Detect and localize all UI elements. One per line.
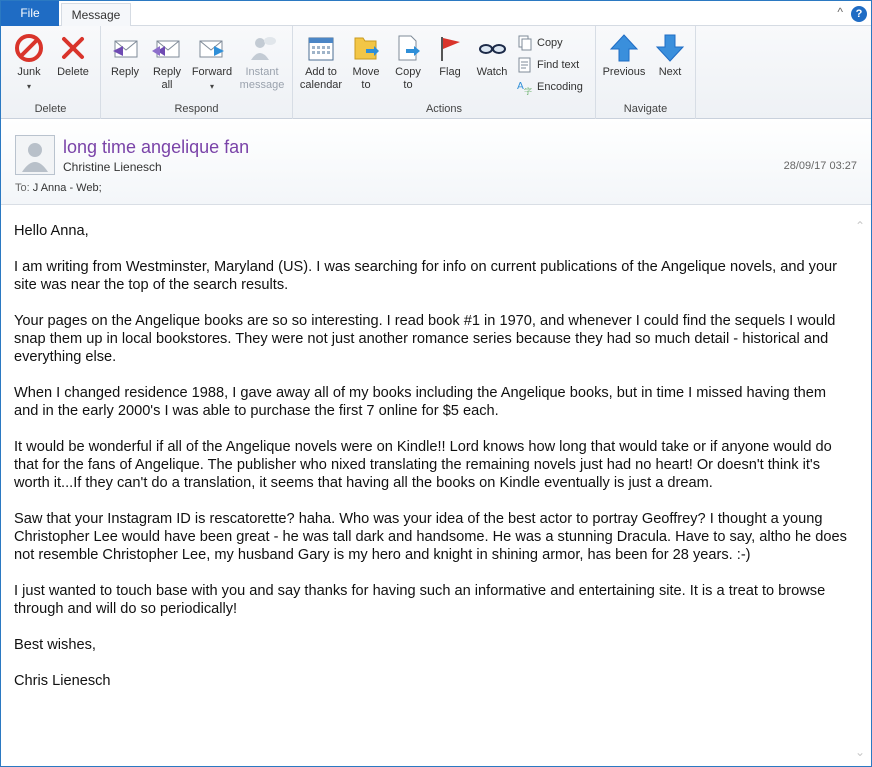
scroll-up-icon[interactable]: ⌃ bbox=[854, 219, 865, 233]
message-date: 28/09/17 03:27 bbox=[783, 160, 857, 172]
reply-all-button[interactable] bbox=[147, 32, 187, 92]
junk-icon bbox=[13, 32, 45, 64]
navigate-group-label: Navigate bbox=[623, 103, 668, 115]
body-paragraph: I just wanted to touch base with you and say thanks for having such an informative and entertaining site. It is a treat to browse through and will do so periodically! bbox=[14, 583, 826, 617]
avatar[interactable] bbox=[15, 135, 55, 175]
reply-label: Reply bbox=[110, 66, 140, 78]
folder-move-icon bbox=[350, 32, 382, 64]
flag-button[interactable] bbox=[431, 32, 469, 79]
reply-icon bbox=[109, 32, 141, 64]
svg-text:字: 字 bbox=[524, 87, 532, 96]
delete-group-label: Delete bbox=[34, 103, 67, 115]
delete-label: Delete bbox=[57, 66, 89, 78]
body-paragraph: Best wishes, bbox=[14, 637, 96, 653]
tab-file[interactable]: File bbox=[1, 1, 59, 26]
to-label: To: bbox=[15, 182, 30, 194]
to-recipient[interactable]: J Anna - Web; bbox=[32, 182, 102, 194]
previous-label: Previous bbox=[602, 66, 646, 78]
copy-to-icon bbox=[392, 32, 424, 64]
next-label: Next bbox=[658, 66, 682, 78]
body-paragraph: Chris Lienesch bbox=[14, 673, 111, 689]
copy-label: Copy bbox=[537, 37, 563, 49]
watch-button[interactable] bbox=[473, 32, 511, 79]
instant-message-label-1: Instant bbox=[245, 66, 279, 78]
tab-message[interactable]: Message bbox=[61, 3, 131, 27]
respond-group-label: Respond bbox=[174, 103, 219, 115]
message-body bbox=[1, 206, 853, 766]
body-paragraph: When I changed residence 1988, I gave away all of my books including the Angelique books, but in time I missed having them and in the early 2000's I was able to purchase the first 7 online for $5 each. bbox=[14, 385, 827, 419]
add-to-calendar-button[interactable] bbox=[297, 32, 345, 92]
next-button[interactable] bbox=[650, 32, 690, 79]
watch-label: Watch bbox=[476, 66, 508, 78]
reply-all-label-1: Reply bbox=[152, 66, 182, 78]
copy-to-label-2: to bbox=[403, 79, 413, 91]
encoding-label: Encoding bbox=[537, 81, 583, 93]
delete-button[interactable] bbox=[53, 32, 93, 79]
junk-label: Junk bbox=[17, 66, 41, 78]
to-line bbox=[15, 182, 102, 194]
copy-to-label-1: Copy bbox=[395, 66, 421, 78]
svg-text:A: A bbox=[517, 81, 524, 93]
encoding-button[interactable] bbox=[517, 78, 583, 98]
copy-button[interactable] bbox=[517, 34, 563, 54]
tab-strip bbox=[1, 1, 871, 26]
forward-label: Forward bbox=[191, 66, 233, 78]
delete-x-icon bbox=[57, 32, 89, 64]
body-paragraph: I am writing from Westminster, Maryland (US). I was searching for info on current publications of the Angelique novels, and your site was near the top of the search results. bbox=[14, 259, 838, 293]
encoding-icon bbox=[517, 79, 533, 95]
message-subject: long time angelique fan bbox=[63, 137, 250, 157]
scroll-down-icon[interactable]: ⌄ bbox=[854, 745, 865, 759]
add-to-calendar-label-2: calendar bbox=[299, 79, 343, 91]
find-text-button[interactable] bbox=[517, 56, 579, 76]
move-to-label-2: to bbox=[361, 79, 371, 91]
forward-dropdown-icon[interactable]: ▾ bbox=[209, 82, 214, 91]
body-paragraph: It would be wonderful if all of the Angelique novels were on Kindle!! Lord knows how long that would take or if anyone would do that for the fans of Angelique. The publisher who nixed translating the remaining novels just had no heart! Or doesn't think it's worth it...If they can't do a translation, it seems that having all the books on Kindle eventually is just a dream. bbox=[14, 439, 832, 491]
help-icon[interactable]: ? bbox=[851, 6, 867, 22]
copy-to-button[interactable] bbox=[389, 32, 427, 92]
junk-button[interactable] bbox=[9, 32, 49, 93]
calendar-icon bbox=[305, 32, 337, 64]
arrow-up-icon bbox=[608, 32, 640, 64]
previous-button[interactable] bbox=[600, 32, 648, 79]
instant-message-label-2: message bbox=[239, 79, 285, 91]
flag-label: Flag bbox=[439, 66, 461, 78]
delete-group bbox=[1, 26, 101, 119]
arrow-down-icon bbox=[654, 32, 686, 64]
reply-all-icon bbox=[151, 32, 183, 64]
junk-dropdown-icon[interactable]: ▾ bbox=[26, 82, 31, 91]
forward-button[interactable] bbox=[189, 32, 235, 93]
reply-all-label-2: all bbox=[161, 79, 173, 91]
body-paragraph: Saw that your Instagram ID is rescatorette? haha. Who was your idea of the best actor to portray Geoffrey? I thought a young Christopher Lee would have been great - he was tall dark and handsome. He was a stunning Dracula. Have to say, altho he does not resemble Christopher Lee, my husband Gary is my hero and knight in shining armor, has been for 28 years. :-) bbox=[14, 511, 847, 563]
respond-group bbox=[101, 26, 293, 119]
message-header bbox=[1, 119, 871, 205]
find-text-label: Find text bbox=[537, 59, 580, 71]
instant-message-icon bbox=[246, 32, 278, 64]
navigate-group bbox=[596, 26, 696, 119]
move-to-label-1: Move bbox=[352, 66, 380, 78]
message-sender[interactable]: Christine Lienesch bbox=[63, 160, 162, 174]
forward-icon bbox=[196, 32, 228, 64]
ribbon bbox=[1, 26, 871, 119]
copy-icon bbox=[517, 35, 533, 51]
body-paragraph: Your pages on the Angelique books are so so interesting. I read book #1 in 1970, and whenever I could find the sequels I would snap them up in local bookstores. They were not just another romance series because they had so much detail - historical and everything else. bbox=[14, 313, 836, 365]
glasses-icon bbox=[476, 32, 508, 64]
instant-message-button[interactable] bbox=[239, 32, 285, 92]
add-to-calendar-label-1: Add to bbox=[305, 66, 337, 78]
reply-button[interactable] bbox=[105, 32, 145, 79]
find-text-icon bbox=[517, 57, 533, 73]
actions-group-label: Actions bbox=[425, 103, 463, 115]
move-to-button[interactable] bbox=[347, 32, 385, 92]
flag-icon bbox=[434, 32, 466, 64]
collapse-ribbon-icon[interactable]: ^ bbox=[837, 5, 843, 19]
body-paragraph: Hello Anna, bbox=[14, 223, 89, 239]
actions-group bbox=[293, 26, 596, 119]
contact-person-icon bbox=[16, 136, 54, 174]
